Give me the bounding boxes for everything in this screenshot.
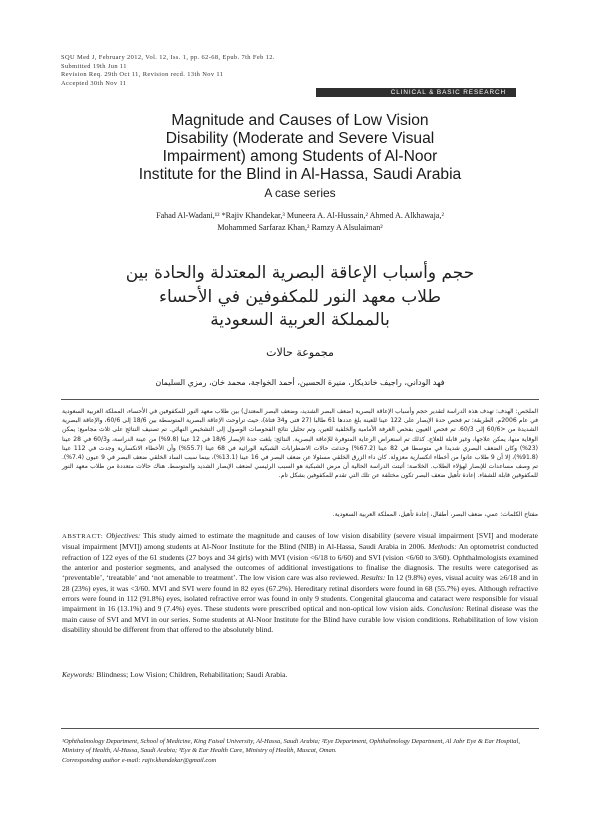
revision-dates: Revision Req. 29th Oct 11, Revision recd. 13th Nov 11 — [61, 71, 224, 79]
author-list — [60, 210, 540, 233]
arabic-title-line: حجم وأسباب الإعاقة البصرية المعتدلة والحادة بين — [125, 263, 475, 283]
results-label: Results: — [361, 573, 386, 583]
corresponding-author: Corresponding author e-mail: rajiv.khandekar@gmail.com — [62, 756, 217, 764]
arabic-author-list: فهد الوداني، راجيف خانديكار، منيرة الحسين، أحمد الخواجة، محمد خان، رمزي السليمان — [155, 378, 445, 387]
arabic-abstract: الملخص: الهدف: تهدف هذه الدراسة لتقدير حجم وأسباب الإعاقة البصرية (ضعف البصر الشديد، وضعف البصر المعتدل) بين طلاب معهد النور للمكفوفين في الأحساء، المملكة العربية السعودية في عام 2006م. الطريقة: تم فحص حدة الإبصار على 122 عينا للعينة بلغ عددها 61 طالبا (27 فتى و34 فتاة)، حيث تراوحت الإعاقة البصرية المتوسطة بين 18/6 إلى 60/6، والإعاقة البصرية الشديدة من <60/6 إلى 60/3. تم فحص العيون بفحص الغرفة الأمامية والخلفية للعين، وتم تحليل نتائج الفحوصات الوصول إلى التشخيص النهائي. تم تصنيف النتائج على ثلاث مجاميع: يمكن الوقاية منها، يمكن علاجها، وغير قابلة للعلاج. كذلك تم استعراض الرعاية المتوفرة للإعاقة البصرية. النتائج: بلغت حدة الإبصار 18/6 في 12 عينا (9.8%) من عينة الدراسة، و60/3 في 28 عينا (23%) وكان الضعف البصري شديدا في متوسطا في 82 عينا (67.2%) وحدثت حالات الاضطرابات الشبكية الوراثية في 68 عينا (55.7%) وأن الأخطاء الانكسارية وجدت في 112 عينا (91.8%)، إلا أن 9 طلاب عانوا من أخطاء انكسارية معزولة. كان داء الزرق الخلقي مسئولا عن ضعف البصر في 16 عينا (13.1%)، بينما سبب الساد الخلقي ضعف البصر في 9 عيون (7.4%). تم وصف مساعدات للإبصار لهؤلاء الطلاب. الخلاصة: أثبتت الدراسة الحالية أن مرض الشبكية هو السبب الرئيسي لضعف الإبصار الشديد والمتوسط. هناك حالات متعددة من طلاب معهد النور للمكفوفين قابلة للشفاء. إعادة تأهيل ضعف البصر تكون مختلفة عن تلك التي تقدم للمكفوفين بشكل تام. — [62, 408, 538, 480]
english-abstract — [62, 531, 538, 635]
authors-line: Fahad Al-Wadani,¹² *Rajiv Khandekar,³ Muneera A. Al-Hussain,² Ahmed A. Alkhawaja,² — [156, 211, 444, 220]
arabic-keywords: مفتاح الكلمات: عمي، ضعف البصر، أطفال، إعادة تأهيل، المملكة العربية السعودية. — [332, 511, 538, 518]
divider — [61, 728, 539, 729]
divider — [61, 399, 539, 400]
abstract-label: ABSTRACT: — [62, 533, 104, 540]
objectives-text: This study aimed to estimate the magnitude and causes of low vision disability (severe visual impairment [SVI] and moderate visual impairment [MVI]) among students at Al-Noor Institute for the Blind (NIB) in Al-Hassa, Saudi Arabia in 2006. — [62, 531, 538, 552]
submitted-date: Submitted 19th Jun 11 — [61, 62, 127, 70]
keywords — [62, 670, 538, 680]
accepted-date: Accepted 30th Nov 11 — [61, 79, 127, 87]
affiliations-text: ¹Ophthalmology Department, School of Medicine, King Faisal University, Al-Hassa, Saudi Arabia; ²Eye Department, Ophthalmology Department, Al Jabr Eye & Ear Hospital, Ministry of Health, Al-Hassa, Saudi Arabia; ³Eye & Ear Health Care, Ministry of Health, Muscat, Oman. — [62, 738, 520, 755]
methods-label: Methods: — [428, 542, 457, 552]
title-line: Disability (Moderate and Severe Visual — [165, 130, 435, 147]
journal-citation: SQU Med J, February 2012, Vol. 12, Iss. 1, pp. 62-68, Epub. 7th Feb 12. — [61, 54, 275, 61]
results-text: In 12 (9.8%) eyes, visual acuity was ≥6/18 and in 28 (23%) eyes, it was <3/60. MVI and SVI were found in 82 eyes (67.2%). Hereditary retinal disorders were found in 68 (55.7%) eyes. Although refractive errors were found in 112 (91.8%) eyes, isolated refractive error was found in only 9 students. Congenital glaucoma and cataract were responsible for visual impairment in 16 (13.1%) and 9 (7.4%) eyes. These students were prescribed optical and non-optical low vision aids. — [62, 573, 539, 614]
conclusion-text: Retinal disease was the main cause of SVI and MVI in our series. Some students at Al-Noor Institute for the Blind have curable low vision conditions. Rehabilitation of low vision disability should be different from that offered to the absolutely blind. — [62, 604, 538, 635]
title-line: Impairment) among Students of Al-Noor — [162, 148, 438, 165]
article-subtitle: A case series — [264, 186, 336, 200]
article-title — [60, 112, 540, 184]
section-banner: CLINICAL & BASIC RESEARCH — [316, 88, 516, 97]
arabic-title-line: طلاب معهد النور للمكفوفين في الأحساء — [159, 286, 441, 307]
keywords-label: Keywords: — [62, 670, 95, 679]
title-line: Magnitude and Causes of Low Vision — [171, 112, 429, 129]
authors-line: Mohammed Sarfaraz Khan,² Ramzy A Alsulaiman² — [217, 222, 383, 232]
conclusion-label: Conclusion: — [426, 604, 464, 614]
arabic-subtitle: مجموعة حالات — [266, 346, 334, 359]
keywords-text: Blindness; Low Vision; Children, Rehabilitation; Saudi Arabia. — [96, 670, 288, 679]
journal-header — [61, 54, 275, 88]
objectives-label: Objectives: — [106, 531, 141, 540]
methods-text: An optometrist conducted refraction of 122 eyes of the 61 students (27 boys and 34 girls) with MVI (vision <6/18 to 6/60) and SVI (vision <6/60 to 3/60). Ophthalmologists examined the anterior and posterior segments, and analysed the outcomes of additional investigations to finalise the diagnosis. The results were categorised as ‘preventable’, ‘treatable’ and ‘not amenable to treatment’. The low vision care was also reviewed. — [62, 542, 538, 583]
title-line: Institute for the Blind in Al-Hassa, Saudi Arabia — [138, 166, 462, 183]
arabic-title — [60, 262, 540, 333]
affiliations — [62, 737, 538, 765]
arabic-title-line: بالمملكة العربية السعودية — [210, 310, 390, 330]
